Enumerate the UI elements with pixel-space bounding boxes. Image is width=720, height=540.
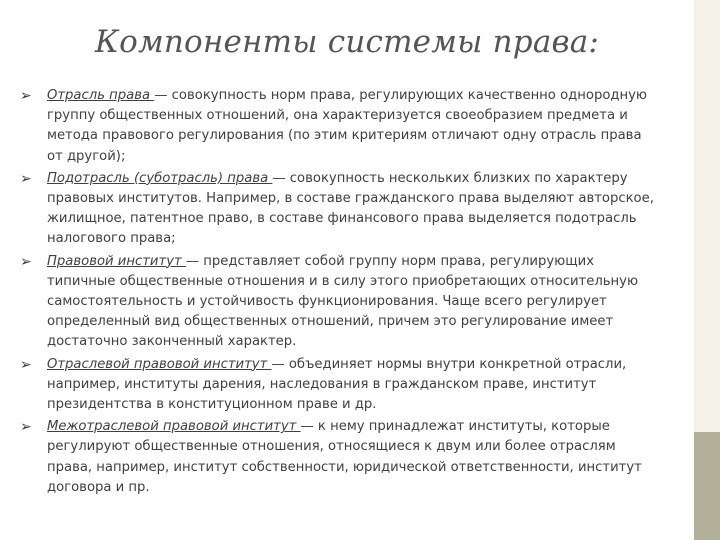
arrow-bullet-icon: ➢: [20, 88, 32, 104]
term-label: Отрасль права: [47, 88, 155, 103]
arrow-bullet-icon: ➢: [20, 356, 32, 373]
arrow-bullet-icon: ➢: [20, 253, 32, 270]
term-label: Подотрасль (суботрасль) права: [47, 170, 273, 186]
definition-text: — к нему принадлежат институты, которые регулируют общественные отношения, относящиеся к двум или более отраслям права, например, институт собственности, юридической ответственности, институт договора и пр.: [47, 419, 642, 495]
list-item: [20, 86, 660, 167]
term-label: Межотраслевой правовой институт: [47, 419, 301, 435]
term-label: Отраслевой правовой институт: [47, 356, 272, 372]
slide-title: Компоненты системы права:: [94, 24, 600, 60]
term-label: Правовой институт: [47, 253, 186, 269]
list-item: [20, 252, 660, 353]
list-item: [20, 169, 660, 250]
components-list: [20, 86, 660, 500]
arrow-bullet-icon: ➢: [20, 419, 32, 436]
arrow-bullet-icon: ➢: [20, 170, 32, 187]
definition-text: — объединяет нормы внутри конкретной отрасли, например, институты дарения, наследования в гражданском праве, институт президентства в конституционном праве и др.: [47, 356, 627, 413]
list-item: [20, 355, 660, 416]
definition-text: — совокупность нескольких близких по характеру правовых институтов. Например, в составе гражданского права выделяют авторское, жилищное, патентное право, в составе финансового права выделяется подотрасль налогового права;: [47, 170, 654, 247]
definition-text: — совокупность норм права, регулирующих качественно однородную группу общественных отношений, она характеризуется своеобразием предмета и метода правового регулирования (по этим критериям отличают одну отрасль права от другой);: [47, 88, 648, 164]
list-item: [20, 417, 660, 498]
definition-text: — представляет собой группу норм права, регулирующих типичные общественные отношения и в силу этого приобретающих относительную самостоятельность и устойчивость функционирования. Чаще всего регулирует определенный вид общественных отношений, причем это регулирование имеет достаточно законченный характер.: [47, 253, 639, 350]
side-decoration-accent: [694, 432, 720, 540]
